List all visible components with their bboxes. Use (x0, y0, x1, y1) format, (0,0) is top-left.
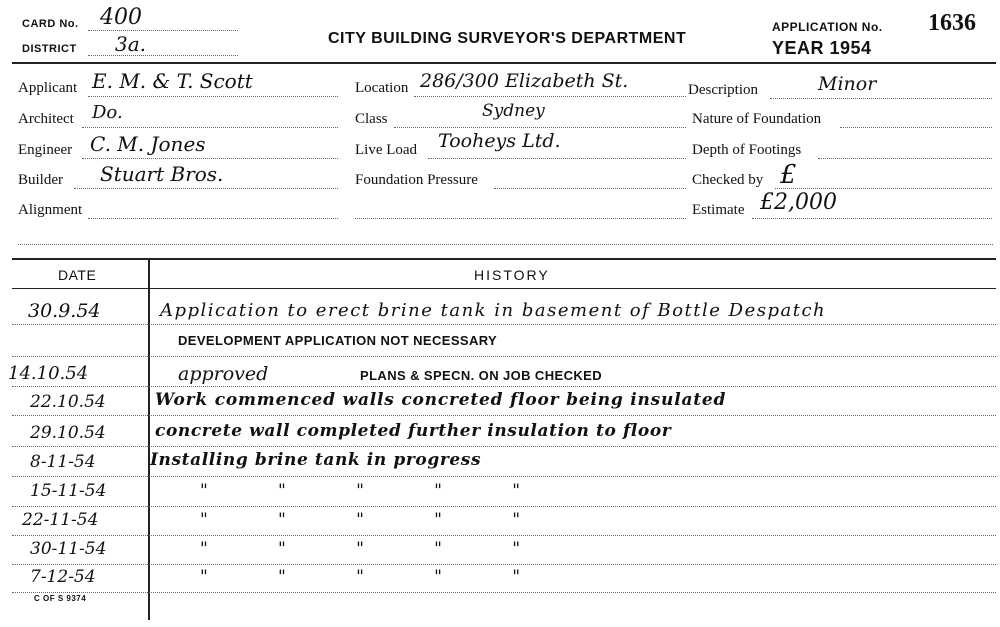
estimate-value: £2,000 (760, 190, 837, 215)
row-history: " " " " " (200, 567, 524, 587)
row-rule (12, 506, 996, 507)
location-value-2: Sydney (482, 101, 545, 121)
engineer-value: C. M. Jones (90, 132, 206, 156)
row-rule (12, 415, 996, 416)
live-load-line (428, 158, 686, 159)
date-header: DATE (58, 267, 97, 283)
row-history: Application to erect brine tank in basement of Bottle Despatch (160, 300, 827, 321)
foundation-pressure-line (494, 188, 686, 189)
plans-checked-stamp: PLANS & SPECN. ON JOB CHECKED (360, 368, 603, 383)
blank-line (18, 244, 993, 245)
row-date: 30.9.54 (28, 300, 101, 322)
live-load-value: Tooheys Ltd. (438, 130, 561, 152)
location-value: 286/300 Elizabeth St. (420, 70, 629, 92)
development-stamp: DEVELOPMENT APPLICATION NOT NECESSARY (178, 333, 498, 348)
row-rule (12, 356, 996, 357)
row-history: " " " " " (200, 539, 524, 559)
row-history: concrete wall completed further insulation to floor (155, 421, 672, 441)
nature-of-foundation-label: Nature of Foundation (692, 111, 822, 127)
district-label: DISTRICT (22, 43, 77, 55)
builder-line (74, 188, 338, 189)
row-rule (12, 476, 996, 477)
history-header: HISTORY (474, 267, 550, 283)
applicant-line (88, 96, 338, 97)
row-history: Work commenced walls concreted floor being insulated (155, 390, 727, 410)
nature-of-foundation-line (840, 127, 992, 128)
table-top-rule (12, 258, 996, 260)
estimate-label: Estimate (692, 202, 745, 218)
depth-of-footings-line (818, 158, 992, 159)
middle-blank-line (355, 218, 686, 219)
department-title: CITY BUILDING SURVEYOR'S DEPARTMENT (328, 30, 687, 47)
applicant-label: Applicant (18, 80, 78, 96)
row-date: 22.10.54 (30, 392, 106, 412)
row-date: 15-11-54 (30, 481, 107, 501)
location-line (414, 96, 686, 97)
class-label: Class (355, 111, 388, 127)
application-no-value: 1636 (928, 10, 976, 36)
card-no-label: CARD No. (22, 18, 79, 30)
engineer-label: Engineer (18, 142, 73, 158)
alignment-line (88, 218, 338, 219)
card-no-line (88, 30, 238, 31)
district-value: 3a. (115, 32, 147, 56)
row-history: " " " " " (200, 510, 524, 530)
class-line (394, 127, 686, 128)
row-rule (12, 535, 996, 536)
row-date: 8-11-54 (30, 452, 96, 472)
row-rule (12, 324, 996, 325)
alignment-label: Alignment (18, 202, 83, 218)
row-rule (12, 446, 996, 447)
builder-value: Stuart Bros. (100, 162, 224, 186)
district-line (88, 55, 238, 56)
architect-value: Do. (92, 102, 123, 123)
row-date: 14.10.54 (8, 363, 89, 384)
header-rule (12, 288, 996, 289)
description-line (770, 98, 992, 99)
depth-of-footings-label: Depth of Footings (692, 142, 802, 158)
row-rule (12, 564, 996, 565)
foundation-pressure-label: Foundation Pressure (355, 172, 478, 188)
checked-by-line (775, 188, 992, 189)
location-label: Location (355, 80, 409, 96)
checked-by-label: Checked by (692, 172, 764, 188)
row-history: " " " " " (200, 481, 524, 501)
row-rule (12, 592, 996, 593)
builder-label: Builder (18, 172, 63, 188)
estimate-line (752, 218, 992, 219)
row-history: approved (178, 363, 269, 385)
description-value: Minor (818, 73, 877, 95)
row-date: 29.10.54 (30, 423, 106, 443)
live-load-label: Live Load (355, 142, 418, 158)
form-code: C OF S 9374 (34, 594, 87, 603)
header-divider (12, 62, 996, 64)
row-rule (12, 386, 996, 387)
application-no-label: APPLICATION No. (772, 20, 883, 34)
date-column-divider (148, 258, 150, 620)
row-date: 30-11-54 (30, 539, 107, 559)
architect-label: Architect (18, 111, 74, 127)
year-label: YEAR 1954 (772, 38, 872, 58)
row-date: 22-11-54 (22, 510, 99, 530)
checked-by-value: £ (780, 160, 797, 190)
card-no-value: 400 (100, 5, 142, 30)
row-date: 7-12-54 (30, 567, 96, 587)
applicant-value: E. M. & T. Scott (92, 69, 253, 93)
engineer-line (82, 158, 338, 159)
description-label: Description (688, 82, 758, 98)
architect-line (82, 127, 338, 128)
row-history: Installing brine tank in progress (150, 450, 482, 470)
